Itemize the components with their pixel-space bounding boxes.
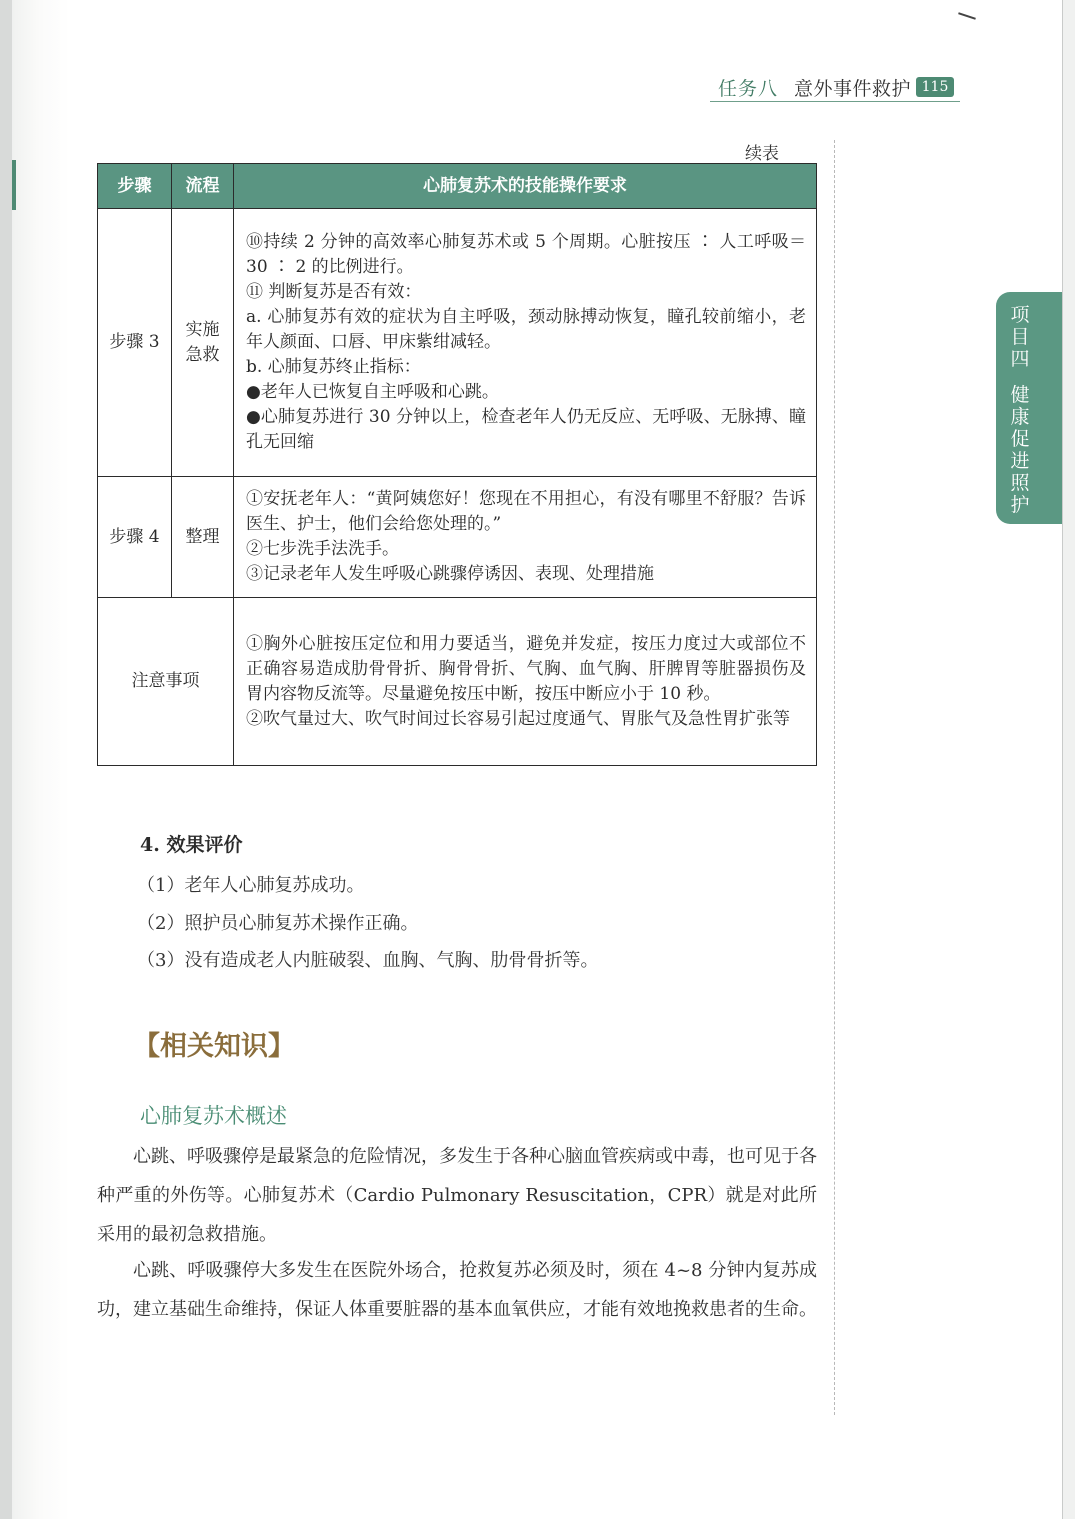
requirement-line: ●心肺复苏进行 30 分钟以上，检查老年人仍无反应、无呼吸、无脉搏、瞳孔无回缩: [246, 407, 806, 452]
body-paragraph: 心跳、呼吸骤停是最紧急的危险情况，多发生于各种心脑血管疾病或中毒，也可见于各种严重的外伤等。心肺复苏术（Cardio Pulmonary Resuscitation，CPR）就是对此所采用的最初急救措施。: [97, 1146, 817, 1245]
evaluation-heading: 4. 效果评价: [140, 834, 243, 856]
table-row: [98, 209, 817, 477]
row-flow: 整理: [172, 477, 234, 598]
page-number: 115: [916, 77, 954, 97]
evaluation-item: （3）没有造成老人内脏破裂、血胸、气胸、肋骨骨折等。: [137, 950, 599, 971]
left-edge-marker: [12, 160, 16, 210]
row-step: 步骤 3: [98, 209, 172, 477]
margin-dashed-line: [834, 140, 835, 1415]
requirement-line: ①安抚老年人：“黄阿姨您好！您现在不用担心，有没有哪里不舒服？告诉医生、护士，他们会给您处理的。”: [246, 489, 806, 534]
continuation-label: 续表: [745, 144, 779, 164]
row-flow: 实施急救: [172, 209, 234, 477]
knowledge-heading: 【相关知识】: [133, 1031, 295, 1062]
table-row: [98, 477, 817, 598]
row-requirements: [234, 477, 817, 598]
steps-table: [97, 163, 817, 766]
page-edge: [1062, 0, 1075, 1519]
requirement-line: ②吹气量过大、吹气时间过长容易引起过度通气、胃胀气及急性胃扩张等: [246, 708, 790, 729]
requirement-line: ●老年人已恢复自主呼吸和心跳。: [246, 382, 499, 402]
requirement-line: ③记录老年人发生呼吸心跳骤停诱因、表现、处理措施: [246, 564, 654, 584]
requirement-line: ⑪ 判断复苏是否有效：: [246, 282, 422, 302]
body-paragraph: 心跳、呼吸骤停大多发生在医院外场合，抢救复苏必须及时，须在 4~8 分钟内复苏成功，建立基础生命维持，保证人体重要脏器的基本血氧供应，才能有效地挽救患者的生命。: [97, 1260, 817, 1320]
header-flow: 流程: [172, 164, 234, 209]
header-step: 步骤: [98, 164, 172, 209]
binding-shadow: [0, 0, 12, 1519]
header-rule: [710, 101, 960, 102]
side-tab-project: 项目四: [1010, 304, 1030, 370]
evaluation-item: （2）照护员心肺复苏术操作正确。: [137, 913, 419, 934]
side-tab-text: [1007, 304, 1033, 516]
header-title: 意外事件救护: [794, 78, 912, 100]
table-row: [98, 598, 817, 766]
requirement-line: ⑩持续 2 分钟的高效率心肺复苏术或 5 个周期。心脏按压 ∶ 人工呼吸＝ 30 ∶ 2 的比例进行。: [246, 232, 806, 277]
header-requirements: 心肺复苏术的技能操作要求: [234, 164, 817, 209]
row-step: 步骤 4: [98, 477, 172, 598]
notes-label: 注意事项: [98, 598, 234, 766]
requirement-line: a. 心肺复苏有效的症状为自主呼吸，颈动脉搏动恢复，瞳孔较前缩小，老年人颜面、口唇、甲床紫绀减轻。: [246, 307, 806, 352]
evaluation-item: （1）老年人心肺复苏成功。: [137, 875, 365, 896]
side-tab-topic: 健康促进照护: [1010, 384, 1030, 516]
requirement-line: ①胸外心脏按压定位和用力要适当，避免并发症，按压力度过大或部位不正确容易造成肋骨骨折、胸骨骨折、气胸、血气胸、肝脾胃等脏器损伤及胃内容物反流等。尽量避免按压中断，按压中断应小于 10 秒。: [246, 633, 806, 704]
requirement-line: ②七步洗手法洗手。: [246, 539, 399, 559]
knowledge-subheading: 心肺复苏术概述: [140, 1104, 287, 1128]
requirement-line: b. 心肺复苏终止指标：: [246, 357, 421, 377]
row-requirements: [234, 209, 817, 477]
row-requirements: [234, 598, 817, 766]
table-header-row: [98, 164, 817, 209]
header-chapter: 任务八: [718, 78, 779, 100]
